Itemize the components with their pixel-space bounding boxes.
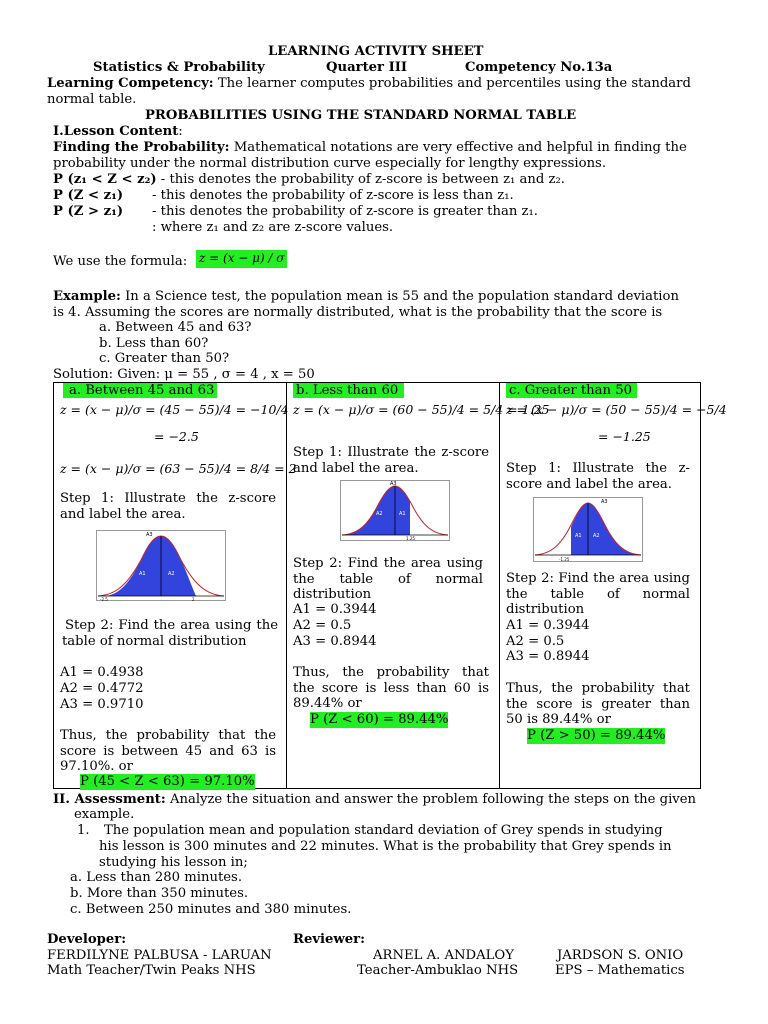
problem-line-1: The population mean and population standard deviation of Grey spends in studying xyxy=(104,823,663,838)
finding-line: Finding the Probability: Mathematical notations are very effective and helpful in finding the xyxy=(53,140,687,155)
quarter: Quarter III xyxy=(326,60,408,75)
equation-b-1: z = (x − μ)/σ = (60 − 55)/4 = 5/4 = 1.25 xyxy=(293,402,550,417)
conclusion-a: Thus, the probability that the score is between 45 and 63 is 97.10%. or xyxy=(60,728,276,775)
competency-text-2: normal table. xyxy=(47,92,137,107)
answer-c: P (Z > 50) = 89.44% xyxy=(527,728,666,743)
developer-name: FERDILYNE PALBUSA - LARUAN xyxy=(47,948,272,963)
figure-c-left-label: -1.25 xyxy=(559,557,570,562)
area-a3-c: A3 = 0.8944 xyxy=(506,649,590,664)
area-a3-b: A3 = 0.8944 xyxy=(293,634,377,649)
problem-number: 1. xyxy=(77,823,90,838)
figure-b-label-a3: A3 xyxy=(390,481,397,487)
figure-b-right-label: 1.25 xyxy=(406,536,415,541)
figure-a-label-a2: A2 xyxy=(168,571,175,577)
step2-a: Step 2: Find the area using the table of normal distribution xyxy=(62,618,278,649)
step1-b: Step 1: Illustrate the z-score and label the area. xyxy=(293,445,489,476)
main-title: PROBABILITIES USING THE STANDARD NORMAL TABLE xyxy=(145,108,577,123)
equation-a-1: z = (x − μ)/σ = (45 − 55)/4 = −10/4 xyxy=(60,402,289,417)
normal-curve-figure-c xyxy=(533,497,643,563)
developer-role: Math Teacher/Twin Peaks NHS xyxy=(47,963,256,978)
competency-line: Learning Competency: The learner computes probabilities and percentiles using the standard xyxy=(47,76,691,91)
normal-curve-figure-b xyxy=(340,480,450,542)
area-a2-a: A2 = 0.4772 xyxy=(60,681,144,696)
example-item-b: b. Less than 60? xyxy=(99,336,209,351)
solution-given: Solution: Given: μ = 55 , σ = 4 , x = 50 xyxy=(53,367,315,382)
area-a2-b: A2 = 0.5 xyxy=(293,618,352,633)
example-item-a: a. Between 45 and 63? xyxy=(99,320,252,335)
conclusion-c: Thus, the probability that the score is greater than 50 is 89.44% or xyxy=(506,681,690,728)
area-a1-c: A1 = 0.3944 xyxy=(506,618,590,633)
finding-text-2: probability under the normal distribution curve especially for lengthy expressions. xyxy=(53,156,607,171)
figure-c-label-a1: A1 xyxy=(575,533,582,539)
heading-a: a. Between 45 and 63 xyxy=(63,383,217,398)
example-line-1: Example: In a Science test, the population mean is 55 and the population standard deviation xyxy=(53,289,679,304)
example-item-c: c. Greater than 50? xyxy=(99,351,230,366)
equation-c-1: z = (x − μ)/σ = (50 − 55)/4 = −5/4 xyxy=(506,402,727,417)
figure-b-label-a1: A1 xyxy=(399,511,406,517)
area-a3-a: A3 = 0.9710 xyxy=(60,697,144,712)
formula-intro: We use the formula: xyxy=(53,254,188,269)
step2-b: Step 2: Find the area using the table of normal distribution xyxy=(293,556,483,603)
assessment-item-a: a. Less than 280 minutes. xyxy=(70,870,243,885)
reviewer2-name: JARDSON S. ONIO xyxy=(557,948,684,963)
reviewer2-role: EPS – Mathematics xyxy=(555,963,685,978)
reviewer1-name: ARNEL A. ANDALOY xyxy=(373,948,514,963)
solution-column-b xyxy=(287,383,550,789)
notation-3: P (Z > z₁) xyxy=(53,204,124,219)
figure-a-label-a3: A3 xyxy=(146,532,153,538)
z-score-formula: z = (x − μ) / σ xyxy=(196,250,287,268)
where-text: : where z₁ and z₂ are z-score values. xyxy=(152,220,394,235)
step1-a: Step 1: Illustrate the z-score and label the area. xyxy=(60,491,276,522)
area-a2-c: A2 = 0.5 xyxy=(506,634,565,649)
step1-c: Step 1: Illustrate the z-score and label the area. xyxy=(506,461,690,492)
assessment-line-2: example. xyxy=(74,807,135,822)
assessment-item-c: c. Between 250 minutes and 380 minutes. xyxy=(70,902,352,917)
notation-2-desc: - this denotes the probability of z-score is less than z₁. xyxy=(152,188,514,203)
step2-c: Step 2: Find the area using the table of normal distribution xyxy=(506,571,690,618)
figure-a-left-label: -2.5 xyxy=(100,597,108,602)
equation-a-1-result: = −2.5 xyxy=(154,429,199,444)
heading-b: b. Less than 60 xyxy=(293,383,404,398)
notation-3-desc: - this denotes the probability of z-score is greater than z₁. xyxy=(152,204,538,219)
problem-line-2: his lesson is 300 minutes and 22 minutes. What is the probability that Grey spends in xyxy=(99,839,672,854)
competency-label: Learning Competency: xyxy=(47,76,214,91)
figure-a-label-a1: A1 xyxy=(139,571,146,577)
solution-column-a xyxy=(54,383,297,789)
figure-c-label-a2: A2 xyxy=(593,533,600,539)
assessment-item-b: b. More than 350 minutes. xyxy=(70,886,249,901)
figure-b-label-a2: A2 xyxy=(376,511,383,517)
assessment-line-1: II. Assessment: Analyze the situation and answer the problem following the steps on the given xyxy=(53,792,697,807)
area-a1-b: A1 = 0.3944 xyxy=(293,602,377,617)
notation-1: P (z₁ < Z < z₂) - this denotes the probability of z-score is between z₁ and z₂. xyxy=(53,172,565,187)
lesson-heading: I.Lesson Content: xyxy=(53,124,183,139)
example-line-2: is 4. Assuming the scores are normally distributed, what is the probability that the score is xyxy=(53,305,663,320)
problem-line-3: studying his lesson in; xyxy=(99,855,248,870)
notation-2: P (Z < z₁) xyxy=(53,188,124,203)
solution-column-c xyxy=(500,383,727,789)
subject: Statistics & Probability xyxy=(93,60,265,75)
solution-table xyxy=(53,382,727,789)
developer-label: Developer: xyxy=(47,932,127,947)
figure-c-label-a3: A3 xyxy=(601,499,608,505)
equation-a-2: z = (x − μ)/σ = (63 − 55)/4 = 8/4 = 2 xyxy=(60,461,297,476)
answer-b: P (Z < 60) = 89.44% xyxy=(310,712,449,727)
equation-c-1-result: = −1.25 xyxy=(598,429,651,444)
area-a1-a: A1 = 0.4938 xyxy=(60,665,144,680)
sheet-title: LEARNING ACTIVITY SHEET xyxy=(268,44,484,59)
reviewer-label: Reviewer: xyxy=(293,932,365,947)
competency-number: Competency No.13a xyxy=(465,60,613,75)
conclusion-b: Thus, the probability that the score is less than 60 is 89.44% or xyxy=(293,665,489,712)
heading-c: c. Greater than 50 xyxy=(506,383,637,398)
answer-a: P (45 < Z < 63) = 97.10% xyxy=(80,774,255,789)
reviewer1-role: Teacher-Ambuklao NHS xyxy=(357,963,519,978)
figure-a-right-label: 2 xyxy=(192,597,195,602)
normal-curve-figure-a xyxy=(96,530,226,602)
